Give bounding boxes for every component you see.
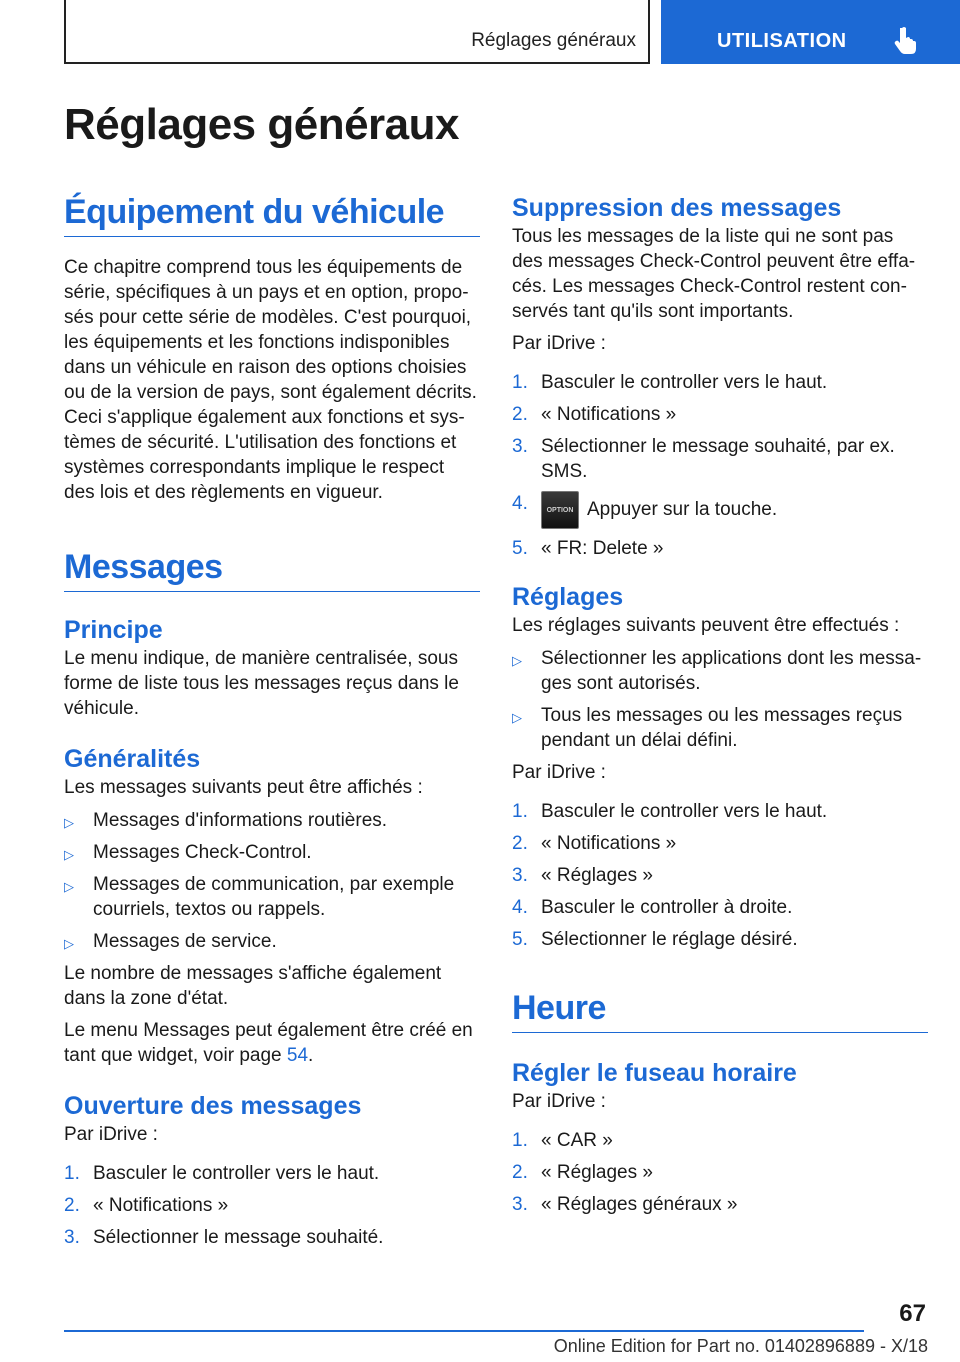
- list-item: ▷ Messages de service.: [64, 929, 480, 954]
- etat-text: Le nombre de messages s'affiche également dans la zone d'état.: [64, 963, 442, 1009]
- chapter-tab: [661, 0, 960, 64]
- ouverture-steps: [64, 1161, 480, 1250]
- page-link[interactable]: 54: [286, 1045, 309, 1066]
- right-column: [512, 192, 928, 1224]
- generalites-list: [64, 808, 480, 954]
- bullet-icon: ▷: [512, 653, 522, 668]
- list-item: 5. Sélectionner le réglage désiré.: [512, 929, 798, 950]
- list-item: ▷ Messages Check-Control.: [64, 840, 480, 865]
- list-item: 1. Basculer le controller vers le haut.: [512, 372, 828, 393]
- list-item: 1. Basculer le controller vers le haut.: [64, 1163, 380, 1184]
- principe-body: Le menu indique, de manière centralisée, sous forme de liste tous les messages reçus dans le véhicule.: [64, 648, 459, 719]
- footer-rule: [64, 1330, 864, 1332]
- reglages-steps: [512, 799, 928, 952]
- ouverture-intro: Par iDrive :: [64, 1124, 158, 1145]
- generalites-intro: Les messages suivants peut être affichés :: [64, 777, 423, 798]
- list-item: 3. « Réglages généraux »: [512, 1194, 738, 1215]
- suppression-body: Tous les messages de la liste qui ne sont pas des messages Check-Control peuvent être effacés. Les messages Check-Control restent conservés tant qu'ils sont importants.: [512, 226, 916, 322]
- bullet-icon: ▷: [64, 815, 74, 830]
- option-button-icon: OPTION: [541, 491, 579, 529]
- list-item: ▷ Messages de communication, par exemple courriels, textos ou rappels.: [64, 874, 455, 920]
- page-title: Réglages généraux: [64, 100, 459, 149]
- ouverture-title: Ouverture des messages: [64, 1092, 362, 1120]
- left-column: [64, 190, 480, 1257]
- list-item: 2. « Notifications »: [64, 1195, 229, 1216]
- equipement-heading: Équipement du véhicule: [64, 190, 480, 237]
- fuseau-steps: [512, 1128, 928, 1217]
- list-item: 1. « CAR »: [512, 1130, 613, 1151]
- heure-heading: Heure: [512, 986, 928, 1033]
- list-item: 1. Basculer le controller vers le haut.: [512, 801, 828, 822]
- reglages-title: Réglages: [512, 583, 624, 611]
- reglages-list: [512, 646, 928, 753]
- bullet-icon: ▷: [64, 879, 74, 894]
- section-title: Réglages généraux: [471, 30, 636, 51]
- list-item: 2. « Notifications »: [512, 404, 677, 425]
- pointing-hand-icon: [893, 26, 919, 54]
- page-number: 67: [899, 1300, 926, 1327]
- fuseau-intro: Par iDrive :: [512, 1091, 606, 1112]
- reglages-intro: Les réglages suivants peuvent être effectués :: [512, 615, 900, 636]
- reglages-idrive: Par iDrive :: [512, 762, 606, 783]
- chapter-title: UTILISATION: [717, 30, 847, 52]
- edition-text: Online Edition for Part no. 01402896889 - X/18: [553, 1336, 928, 1356]
- suppression-intro: Par iDrive :: [512, 333, 606, 354]
- principe-title: Principe: [64, 616, 163, 644]
- widget-text: Le menu Messages peut également être créé en tant que widget, voir page 54.: [64, 1020, 473, 1066]
- list-item: ▷ Sélectionner les applications dont les messages sont autorisés.: [512, 648, 922, 694]
- equipement-body: Ce chapitre comprend tous les équipements de série, spécifiques à un pays et en option, proposés pour cette série de modèles. C'est pourquoi, les équipements et les fonctions indisponibles dans un véhicule en raison des options choisies ou de la version de pays, sont également décrits. Ceci s'applique également aux fonctions et systèmes de sécurité. L'utilisation des fonctions et systèmes correspondants implique le respect des lois et des règlements en vigueur.: [64, 257, 477, 503]
- list-item: 4. OPTION Appuyer sur la touche.: [512, 491, 928, 529]
- bullet-icon: ▷: [512, 710, 522, 725]
- list-item: 2. « Notifications »: [512, 833, 677, 854]
- list-item: 3. Sélectionner le message souhaité, par ex. SMS.: [512, 436, 895, 482]
- suppression-title: Suppression des messages: [512, 194, 842, 222]
- suppression-steps: [512, 370, 928, 561]
- page-header: [0, 0, 960, 66]
- list-item: 2. « Réglages »: [512, 1162, 653, 1183]
- bullet-icon: ▷: [64, 847, 74, 862]
- generalites-title: Généralités: [64, 745, 201, 773]
- list-item: 3. « Réglages »: [512, 865, 653, 886]
- messages-heading: Messages: [64, 545, 480, 592]
- bullet-icon: ▷: [64, 936, 74, 951]
- section-tab: [64, 0, 650, 64]
- fuseau-title: Régler le fuseau horaire: [512, 1059, 797, 1087]
- list-item: 5. « FR: Delete »: [512, 538, 664, 559]
- list-item: ▷ Messages d'informations routières.: [64, 808, 480, 833]
- list-item: ▷ Tous les messages ou les messages reçus pendant un délai défini.: [512, 705, 903, 751]
- list-item: 3. Sélectionner le message souhaité.: [64, 1227, 384, 1248]
- list-item: 4. Basculer le controller à droite.: [512, 897, 793, 918]
